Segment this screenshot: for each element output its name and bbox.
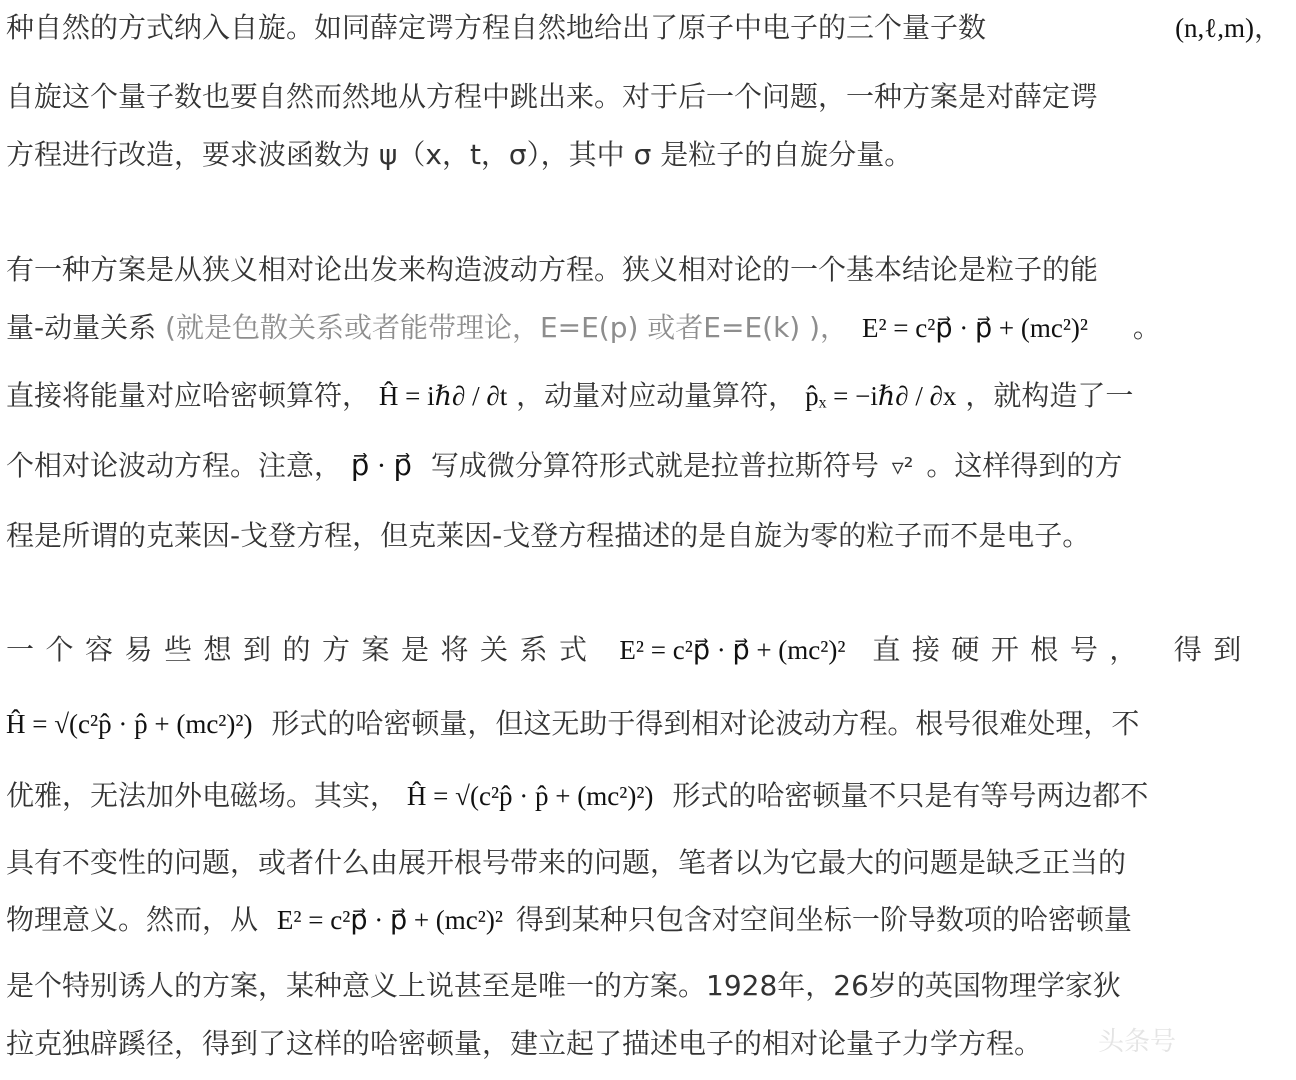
text-line — [6, 843, 1126, 883]
formula-momentum-operator: p̂ₓ = −iℏ∂ / ∂x — [805, 381, 957, 411]
dispersion-note: (就是色散关系或者能带理论，E=E(p) 或者E=E(k) )， — [165, 311, 849, 344]
laplacian-symbol: ▿² — [891, 453, 914, 481]
watermark: 头条号 — [1097, 1027, 1176, 1057]
text-run: 是个特别诱人的方案，某种意义上说甚至是唯一的方案。1928年，26岁的英国物理学家狄 — [6, 969, 1121, 1002]
text-run: 量-动量关系 — [6, 311, 157, 344]
text-run: 。 — [1132, 311, 1161, 344]
text-run: 得到某种只包含对空间坐标一阶导数项的哈密顿量 — [515, 903, 1132, 936]
text-run: 写成微分算符形式就是拉普拉斯符号 — [430, 449, 879, 482]
formula-sqrt-hamiltonian: Ĥ = √(c²p̂ · p̂ + (mc²)²) — [6, 709, 253, 739]
text-line — [6, 900, 1132, 940]
text-run: 有一种方案是从狭义相对论出发来构造波动方程。狭义相对论的一个基本结论是粒子的能 — [6, 253, 1099, 286]
text-run: 程是所谓的克莱因-戈登方程，但克莱因-戈登方程描述的是自旋为零的粒子而不是电子。 — [6, 519, 1091, 552]
text-line — [6, 77, 1098, 117]
formula-energy-momentum: E² = c²p⃗ · p⃗ + (mc²)² — [276, 905, 503, 935]
text-line — [6, 446, 1122, 486]
text-run: 。这样得到的方 — [926, 449, 1123, 482]
text-run: 直接将能量对应哈密顿算符， — [6, 379, 371, 412]
formula-sqrt-hamiltonian: Ĥ = √(c²p̂ · p̂ + (mc²)²) — [406, 781, 654, 811]
text-run: 形式的哈密顿量不只是有等号两边都不 — [672, 779, 1149, 812]
text-run: ，动量对应动量算符， — [516, 379, 797, 412]
text-run: 优雅，无法加外电磁场。其实， — [6, 779, 399, 812]
text-run: 一个容易些想到的方案是将关系式 — [6, 633, 599, 666]
text-line — [6, 8, 1282, 48]
text-run: 直接硬开根号， — [872, 633, 1149, 666]
text-run: ， — [1253, 11, 1282, 44]
formula-energy-momentum: E² = c²p⃗ · p⃗ + (mc²)² — [619, 635, 846, 665]
text-run: 个相对论波动方程。注意， — [6, 449, 343, 482]
text-run: 方程进行改造，要求波函数为 ψ（x，t，σ），其中 σ 是粒子的自旋分量。 — [6, 138, 913, 171]
text-line — [6, 776, 1148, 816]
text-run: 物理意义。然而，从 — [6, 903, 259, 936]
text-run: 得到 — [1173, 633, 1253, 666]
text-line — [6, 250, 1098, 290]
formula-hamiltonian-operator: Ĥ = iℏ∂ / ∂t — [378, 381, 508, 411]
text-run: 自旋这个量子数也要自然而然地从方程中跳出来。对于后一个问题，一种方案是对薛定谔 — [6, 80, 1099, 113]
text-line — [6, 376, 1133, 416]
text-run: 种自然的方式纳入自旋。如同薛定谔方程自然地给出了原子中电子的三个量子数 — [6, 11, 987, 44]
text-line — [6, 308, 1161, 348]
text-run: 拉克独辟蹊径，得到了这样的哈密顿量，建立起了描述电子的相对论量子力学方程。 — [6, 1027, 1043, 1060]
formula-energy-momentum: E² = c²p⃗ · p⃗ + (mc²)² — [861, 313, 1088, 343]
text-run: 形式的哈密顿量，但这无助于得到相对论波动方程。根号很难处理，不 — [271, 707, 1140, 740]
text-line — [6, 704, 1139, 744]
text-line — [6, 966, 1121, 1006]
text-line — [6, 516, 1090, 556]
text-line — [6, 135, 912, 175]
text-line — [6, 1024, 1042, 1064]
text-run: ，就构造了一 — [965, 379, 1134, 412]
formula-quantum-numbers: (n,ℓ,m) — [1175, 13, 1254, 43]
text-line — [6, 630, 1253, 670]
text-run: 具有不变性的问题，或者什么由展开根号带来的问题，笔者以为它最大的问题是缺乏正当的 — [6, 846, 1127, 879]
formula-p-dot-p: p⃗ · p⃗ — [350, 450, 412, 482]
